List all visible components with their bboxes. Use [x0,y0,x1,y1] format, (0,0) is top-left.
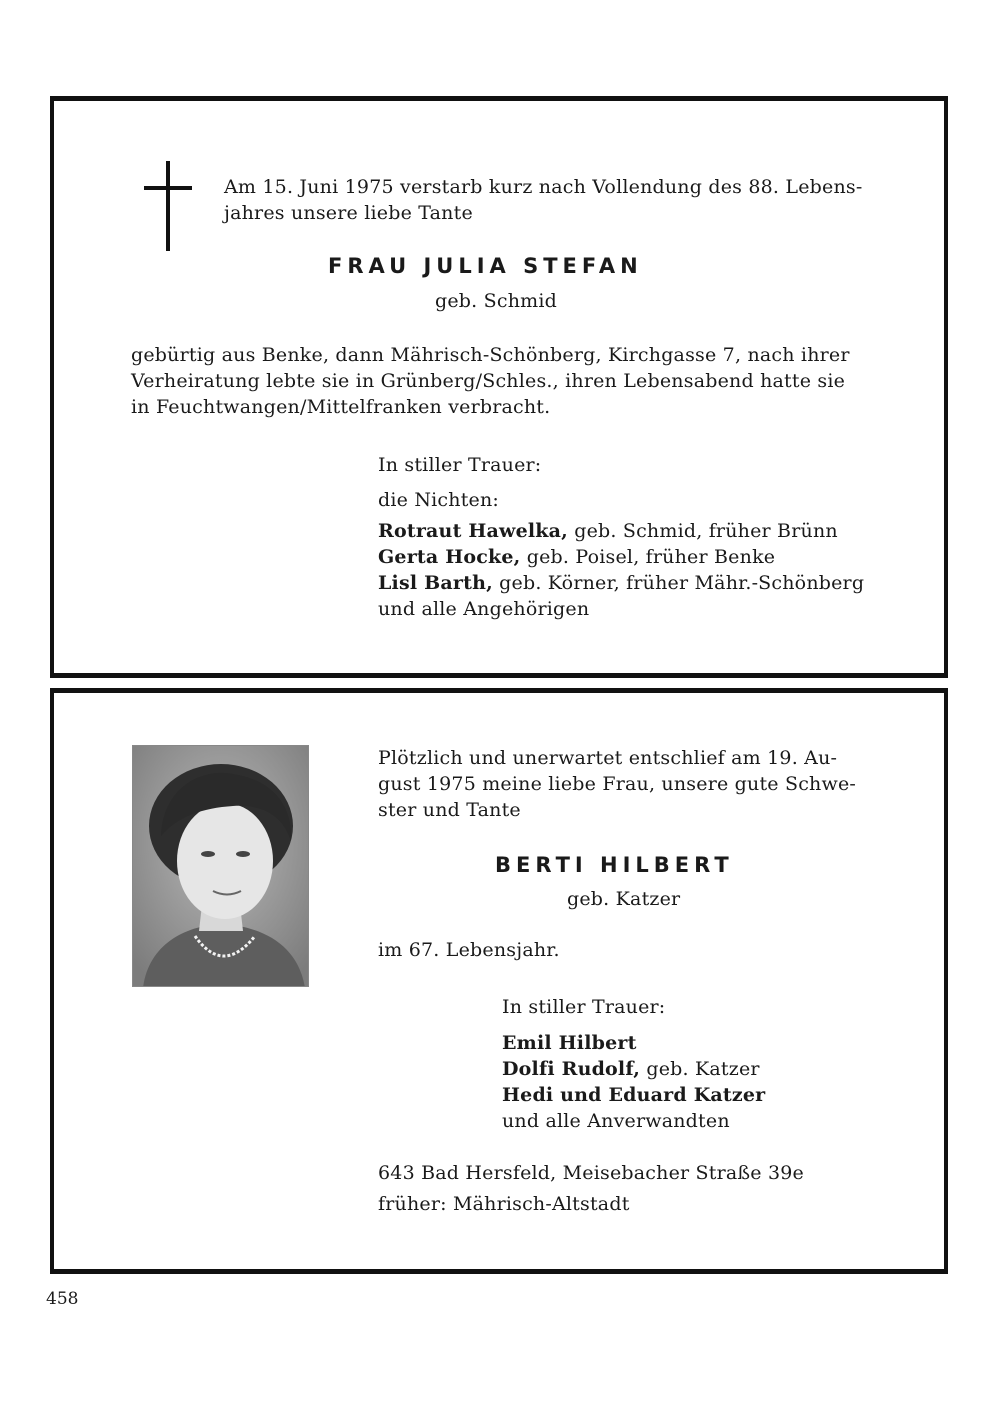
mourner-3: Lisl Barth, geb. Körner, früher Mähr.-Schönberg [378,572,865,594]
cross-icon-bar [144,186,192,190]
mourner-1: Rotraut Hawelka, geb. Schmid, früher Brünn [378,520,838,542]
mourning-heading-1: In stiller Trauer: [378,454,542,476]
intro2-line-3: ster und Tante [378,799,521,821]
age-line: im 67. Lebensjahr. [378,939,560,961]
portrait-photo [132,745,309,987]
birth-name-1: geb. Schmid [435,290,557,312]
closing-1: und alle Angehörigen [378,598,590,620]
bio-line-2: Verheiratung lebte sie in Grünberg/Schles., ihren Lebensabend hatte sie [131,370,846,392]
deceased-name-2: BERTI HILBERT [495,853,734,877]
intro-line-1: Am 15. Juni 1975 verstarb kurz nach Vollendung des 88. Lebens- [224,176,863,198]
former-address-line: früher: Mährisch-Altstadt [378,1193,630,1215]
mourner2-1: Emil Hilbert [502,1032,637,1054]
address-line: 643 Bad Hersfeld, Meisebacher Straße 39e [378,1162,804,1184]
page-number: 458 [46,1289,79,1309]
intro2-line-1: Plötzlich und unerwartet entschlief am 19. Au- [378,747,838,769]
mourning-heading-2: In stiller Trauer: [502,996,666,1018]
nieces-label: die Nichten: [378,489,500,511]
deceased-name-1: FRAU JULIA STEFAN [328,254,643,278]
mourner2-3: Hedi und Eduard Katzer [502,1084,766,1106]
birth-name-2: geb. Katzer [567,888,681,910]
portrait-image [133,746,309,987]
intro-line-2: jahres unsere liebe Tante [224,202,473,224]
bio-line-1: gebürtig aus Benke, dann Mährisch-Schönberg, Kirchgasse 7, nach ihrer [131,344,850,366]
mourner-2: Gerta Hocke, geb. Poisel, früher Benke [378,546,776,568]
bio-line-3: in Feuchtwangen/Mittelfranken verbracht. [131,396,551,418]
intro2-line-2: gust 1975 meine liebe Frau, unsere gute Schwe- [378,773,857,795]
closing-2: und alle Anverwandten [502,1110,730,1132]
mourner2-2: Dolfi Rudolf, geb. Katzer [502,1058,760,1080]
cross-icon [166,161,170,251]
